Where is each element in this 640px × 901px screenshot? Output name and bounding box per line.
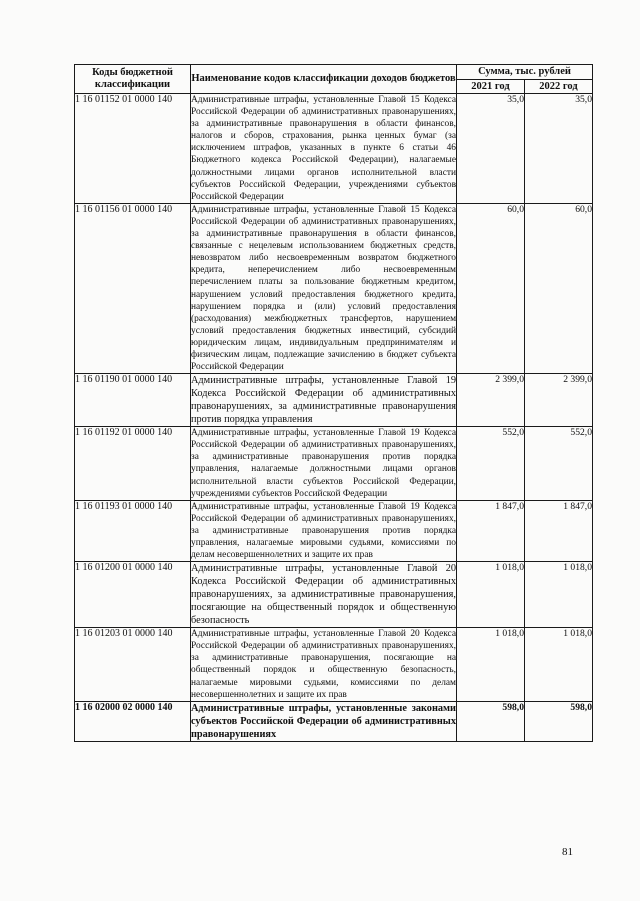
table-body <box>75 94 593 742</box>
document-page <box>74 64 592 742</box>
header-name: Наименование кодов классификации доходов бюджетов <box>191 65 457 94</box>
table-row <box>75 94 593 204</box>
row-value-2021: 60,0 <box>457 203 525 373</box>
row-name: Административные штрафы, установленные Главой 15 Кодекса Российской Федерации об административных правонарушениях, за административные правонарушения в области финансов, связанные с нецелевым использованием бюджетных средств, невозвратом либо несвоевременным возвратом бюджетного кредита, неперечислением либо несвоевременным перечислением платы за пользование бюджетным кредитом, нарушением условий предоставления бюджетного кредита, нарушением порядка и (или) условий предоставления (расходования) межбюджетных трансфертов, нарушением условий предоставления бюджетных инвестиций, субсидий юридическим лицам, индивидуальным предпринимателям и физическим лицам, подлежащие зачислению в бюджет субъекта Российской Федерации <box>191 204 456 373</box>
row-name: Административные штрафы, установленные Главой 19 Кодекса Российской Федерации об административных правонарушениях, за административные правонарушения против порядка управления, налагаемые должностными лицами органов исполнительной власти субъектов Российской Федерации, учреждениями субъектов Российской Федерации <box>191 428 456 499</box>
row-value-2021: 598,0 <box>457 701 525 741</box>
table-row-subtotal <box>75 701 593 741</box>
header-codes: Коды бюджетной классификации <box>75 65 191 94</box>
row-code: 1 16 01193 01 0000 140 <box>75 500 191 561</box>
table-row <box>75 562 593 628</box>
header-sum: Сумма, тыс. рублей <box>457 65 593 80</box>
row-value-2022: 1 018,0 <box>525 562 593 628</box>
row-code: 1 16 01152 01 0000 140 <box>75 94 191 204</box>
row-name: Административные штрафы, установленные Главой 20 Кодекса Российской Федерации об административных правонарушениях, за административные правонарушения, посягающие на общественный порядок и общественную безопасность <box>191 563 456 627</box>
row-value-2021: 1 018,0 <box>457 628 525 702</box>
row-value-2022: 2 399,0 <box>525 374 593 427</box>
row-code: 1 16 01192 01 0000 140 <box>75 427 191 501</box>
row-value-2021: 35,0 <box>457 94 525 204</box>
row-value-2021: 2 399,0 <box>457 374 525 427</box>
row-value-2021: 552,0 <box>457 427 525 501</box>
row-code: 1 16 01203 01 0000 140 <box>75 628 191 702</box>
row-name: Административные штрафы, установленные Главой 19 Кодекса Российской Федерации об административных правонарушениях, за административные правонарушения против порядка управления <box>191 375 456 426</box>
table-row <box>75 628 593 702</box>
page-number: 81 <box>562 846 573 858</box>
table-row <box>75 500 593 561</box>
row-value-2021: 1 018,0 <box>457 562 525 628</box>
row-name: Административные штрафы, установленные законами субъектов Российской Федерации об административных правонарушениях <box>191 702 456 740</box>
row-code: 1 16 02000 02 0000 140 <box>75 701 191 741</box>
row-code: 1 16 01200 01 0000 140 <box>75 562 191 628</box>
table-row <box>75 203 593 373</box>
row-value-2022: 60,0 <box>525 203 593 373</box>
row-value-2022: 35,0 <box>525 94 593 204</box>
header-year-2021: 2021 год <box>457 80 525 94</box>
row-name: Административные штрафы, установленные Главой 15 Кодекса Российской Федерации об административных правонарушениях, за административные правонарушения в области финансов, налогов и сборов, страхования, рынка ценных бумаг (за исключением штрафов, указанных в пункте 6 статьи 46 Бюджетного кодекса Российской Федерации), налагаемые должностными лицами органов исполнительной власти субъектов Российской Федерации, учреждениями субъектов Российской Федерации <box>191 95 456 202</box>
row-value-2022: 598,0 <box>525 701 593 741</box>
row-name: Административные штрафы, установленные Главой 19 Кодекса Российской Федерации об административных правонарушениях, за административные правонарушения против порядка управления, налагаемые мировыми судьями, комиссиями по делам несовершеннолетних и защите их прав <box>191 501 456 561</box>
row-value-2022: 552,0 <box>525 427 593 501</box>
row-name: Административные штрафы, установленные Главой 20 Кодекса Российской Федерации об административных правонарушениях, за административные правонарушения, посягающие на общественный порядок и общественную безопасность, налагаемые мировыми судьями, комиссиями по делам несовершеннолетних и защите их прав <box>191 629 456 700</box>
row-value-2021: 1 847,0 <box>457 500 525 561</box>
header-year-2022: 2022 год <box>525 80 593 94</box>
row-value-2022: 1 018,0 <box>525 628 593 702</box>
row-code: 1 16 01190 01 0000 140 <box>75 374 191 427</box>
row-value-2022: 1 847,0 <box>525 500 593 561</box>
row-code: 1 16 01156 01 0000 140 <box>75 203 191 373</box>
table-row <box>75 374 593 427</box>
table-row <box>75 427 593 501</box>
budget-revenue-table <box>74 64 593 742</box>
